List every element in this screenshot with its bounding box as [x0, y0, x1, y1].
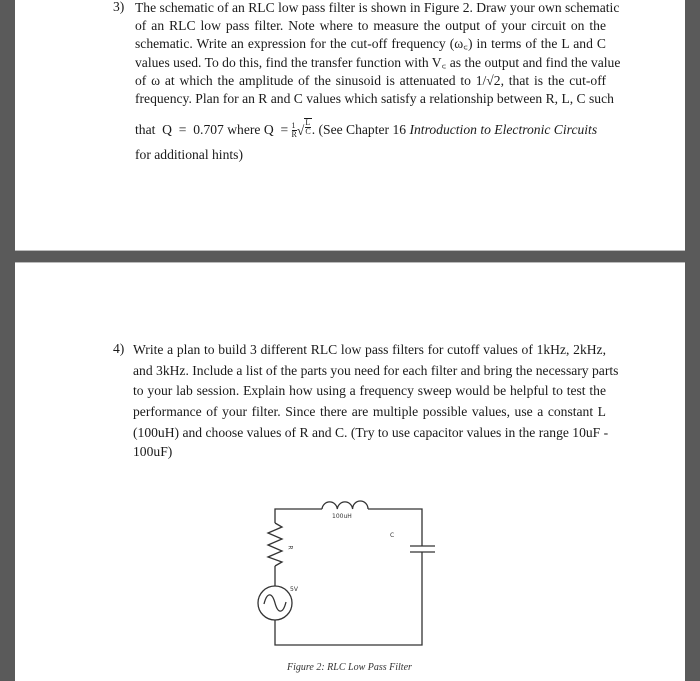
- wire: [275, 509, 422, 645]
- text-line: (100uH) and choose values of R and C. (Try to use capacitor values in the range 10uF -: [133, 425, 609, 440]
- formula-text: that Q = 0.707 where Q =: [135, 122, 292, 137]
- numerator: L: [305, 118, 311, 127]
- text-line: The schematic of an RLC low pass filter is shown in Figure 2. Draw your own schematic: [135, 0, 620, 15]
- ac-source-icon: [258, 586, 292, 620]
- question-number: 4): [113, 341, 125, 356]
- resistor-icon: [268, 523, 282, 566]
- text-line: performance of your filter. Since there are multiple possible values, use a constant L: [133, 404, 606, 419]
- capacitor-icon: [410, 546, 435, 552]
- question-number: 3): [113, 0, 125, 14]
- text-line: to your lab session. Explain how using a frequency sweep would be helpful to test the: [133, 383, 606, 398]
- book-title: Introduction to Electronic Circuits: [409, 122, 598, 137]
- figure-caption: Figure 2: RLC Low Pass Filter: [287, 662, 412, 673]
- resistor-label: R: [286, 545, 294, 550]
- sqrt-sign: √: [296, 122, 305, 138]
- denominator: C: [305, 127, 311, 136]
- denominator: R: [291, 130, 297, 140]
- text-line: 100uF): [133, 444, 173, 459]
- text-line: of ω at which the amplitude of the sinusoid is attenuated to 1/√2, that is the cut-off: [135, 73, 606, 88]
- inductor-label: 100uH: [332, 513, 352, 520]
- text-line: Write a plan to build 3 different RLC low pass filters for cutoff values of 1kHz, 2kHz,: [133, 342, 606, 357]
- inductor-icon: [322, 501, 368, 509]
- text-line: frequency. Plan for an R and C values which satisfy a relationship between R, L, C such: [135, 91, 614, 106]
- text-line: and 3kHz. Include a list of the parts you need for each filter and bring the necessary parts: [133, 363, 619, 378]
- capacitor-label: C: [390, 532, 395, 539]
- text-line: values used. To do this, find the transfer function with V꜀ as the output and find the value: [135, 55, 621, 70]
- source-label: 5V: [290, 586, 298, 593]
- text-line: for additional hints): [135, 147, 243, 162]
- numerator: 1: [291, 121, 296, 131]
- text-line: of an RLC low pass filter. Note where to measure the output of your circuit on the: [135, 18, 606, 33]
- formula-text: . (See Chapter 16: [311, 122, 410, 137]
- text-line: schematic. Write an expression for the cut-off frequency (ω꜀) in terms of the L and C: [135, 36, 606, 51]
